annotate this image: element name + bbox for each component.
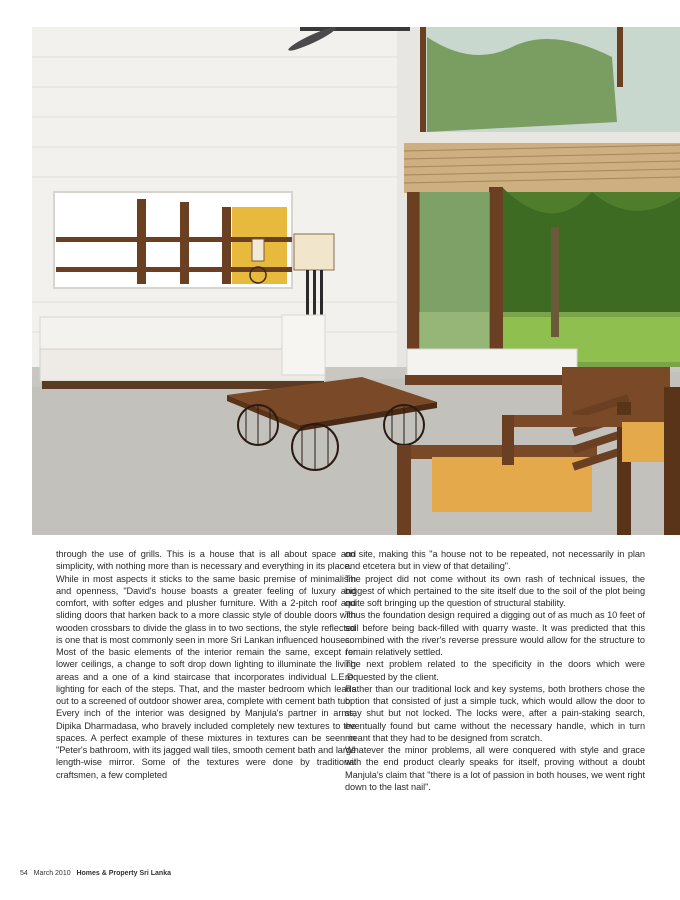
page-number: 54 xyxy=(20,870,28,877)
article-paragraph: Every inch of the interior was designed by Manjula's partner in arms, Dipika Dharmadasa, who bravely included completely new textures to the spaces. A perfect example of these mixtures in textures can be seen in "Peter's bathroom, with its jagged wall tiles, smooth cement bath and large length-wise mirror. Some of the textures were done by traditional craftsmen, a few completed xyxy=(56,708,356,780)
article-paragraph: on site, making this "a house not to be repeated, not necessarily in plan and etcetera but in view of that detailing". xyxy=(345,549,645,572)
article-paragraph: through the use of grills. This is a house that is all about space and simplicity, with nothing more than is necessary and everything in its place. xyxy=(56,549,356,572)
page-footer xyxy=(20,870,171,877)
article-column-left xyxy=(56,548,356,781)
publication-name: Homes & Property Sri Lanka xyxy=(76,870,171,877)
article-paragraph: The project did not come without its own rash of technical issues, the biggest of which pertained to the site itself due to the soil of the plot being quite soft bringing up the question of structural stability. xyxy=(345,573,645,608)
article-paragraph: Thus the foundation design required a digging out of as much as 10 feet of soil before being back-filled with quarry waste. It was predicted that this combined with the river's reverse pressure would allow for the structure to remain relatively settled. xyxy=(345,610,645,657)
door-frame-center xyxy=(489,187,503,367)
door-frame-left xyxy=(407,192,419,372)
article-paragraph: The next problem related to the specificity in the doors which were requested by the client. xyxy=(345,659,645,682)
article-paragraph: Most of the basic elements of the interior remain the same, except for lower ceilings, a change to soft drop down lighting to illuminate the living areas and a one of a kind staircase that incorporates individual L.E.D. lighting for each of the steps. That, and the master bedroom which leads out to a screened of outdoor shower area, complete with cement bath tub. xyxy=(56,647,356,706)
white-sofa xyxy=(40,315,325,389)
article-column-right xyxy=(345,548,645,793)
living-room-photo xyxy=(32,27,680,535)
living-room-illustration xyxy=(32,27,680,535)
daybed xyxy=(405,349,580,385)
issue-date: March 2010 xyxy=(33,870,71,877)
article-paragraph: While in most aspects it sticks to the same basic premise of minimalism and openness, "David's house boasts a greater feeling of luxury and comfort, with softer edges and plusher furniture. With a 2-pitch roof and sliding doors that harken back to a more classic style of double doors with wooden crossbars to divide the glass in to two sections, the style reflected is one that is most commonly seen in more Sri Lankan influenced houses. xyxy=(56,573,356,645)
article-paragraph: Whatever the minor problems, all were conquered with style and grace with the end product clearly speaks for itself, proving without a doubt Manjula's claim that "there is a lot of passion in both houses, we went right down to the last nail". xyxy=(345,745,645,792)
article-paragraph: Rather than our traditional lock and key systems, both brothers chose the option that consisted of just a simple tuck, which would allow the door to stay shut but not locked. The locks were, after a pain-staking search, eventually found but came without the necessary handle, which in turn meant that they had to be designed from scratch. xyxy=(345,683,645,743)
